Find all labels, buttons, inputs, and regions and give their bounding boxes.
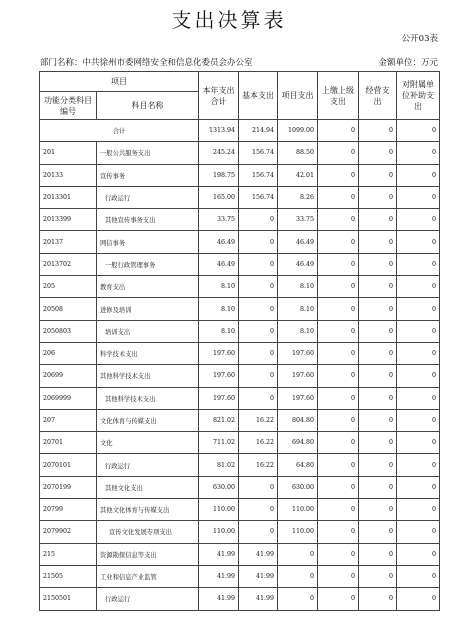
table-row [40, 164, 440, 186]
total-label: 合计 [40, 120, 199, 142]
row-value: 0 [397, 342, 440, 364]
row-value: 0 [359, 142, 397, 164]
header-col-upper: 上缴上级支出 [318, 72, 359, 120]
row-code: 2079902 [40, 521, 97, 543]
row-name: 文化体育与传媒支出 [97, 409, 199, 431]
table-row [40, 499, 440, 521]
row-value: 0 [239, 231, 278, 253]
row-value: 0 [239, 298, 278, 320]
row-value: 0 [239, 387, 278, 409]
header-col-project: 项目支出 [278, 72, 318, 120]
row-value: 0 [278, 543, 318, 565]
row-value: 0 [318, 231, 359, 253]
row-value: 0 [397, 499, 440, 521]
row-name: 其他科学技术支出 [97, 387, 199, 409]
row-value: 8.26 [278, 186, 318, 208]
row-value: 0 [318, 365, 359, 387]
row-code: 2070101 [40, 454, 97, 476]
row-value: 0 [318, 565, 359, 587]
header-col-subsidy: 对附属单位补助支出 [397, 72, 440, 120]
row-value: 0 [318, 454, 359, 476]
row-name: 其他科学技术支出 [97, 365, 199, 387]
row-value: 16.22 [239, 409, 278, 431]
row-value: 0 [318, 320, 359, 342]
table-row [40, 342, 440, 364]
row-value: 46.49 [199, 253, 239, 275]
row-value: 0 [359, 499, 397, 521]
form-number: 公开03表 [401, 34, 438, 44]
table-row [40, 231, 440, 253]
row-value: 46.49 [278, 253, 318, 275]
row-value: 197.60 [278, 365, 318, 387]
table-row [40, 387, 440, 409]
row-value: 0 [359, 432, 397, 454]
row-code: 20799 [40, 499, 97, 521]
row-name: 一般公共服务支出 [97, 142, 199, 164]
row-value: 0 [359, 276, 397, 298]
row-name: 宣传事务 [97, 164, 199, 186]
row-name: 行政运行 [97, 186, 199, 208]
header-col-total: 本年支出合计 [199, 72, 239, 120]
row-value: 0 [318, 521, 359, 543]
row-code: 21505 [40, 565, 97, 587]
row-value: 0 [397, 588, 440, 610]
row-value: 0 [278, 565, 318, 587]
row-value: 0 [318, 342, 359, 364]
table-row [40, 409, 440, 431]
row-value: 0 [397, 409, 440, 431]
row-value: 694.80 [278, 432, 318, 454]
row-value: 41.99 [239, 588, 278, 610]
row-value: 0 [359, 186, 397, 208]
row-value: 16.22 [239, 454, 278, 476]
row-value: 8.10 [199, 320, 239, 342]
table-row [40, 209, 440, 231]
table-row [40, 588, 440, 610]
row-value: 1099.00 [278, 120, 318, 142]
row-value: 197.60 [278, 342, 318, 364]
row-name: 资源勘探信息等支出 [97, 543, 199, 565]
row-value: 0 [359, 365, 397, 387]
row-value: 821.02 [199, 409, 239, 431]
table-row [40, 253, 440, 275]
row-code: 2050803 [40, 320, 97, 342]
row-value: 8.10 [199, 298, 239, 320]
row-value: 110.00 [278, 521, 318, 543]
row-value: 41.99 [199, 565, 239, 587]
table-row [40, 565, 440, 587]
row-value: 0 [359, 231, 397, 253]
row-value: 0 [318, 276, 359, 298]
row-value: 0 [397, 142, 440, 164]
row-value: 0 [397, 543, 440, 565]
table-row [40, 320, 440, 342]
row-value: 0 [397, 253, 440, 275]
row-value: 88.50 [278, 142, 318, 164]
row-value: 0 [397, 231, 440, 253]
row-code: 2013301 [40, 186, 97, 208]
row-value: 0 [278, 588, 318, 610]
row-value: 198.75 [199, 164, 239, 186]
row-value: 0 [397, 476, 440, 498]
row-value: 0 [318, 298, 359, 320]
row-value: 0 [397, 209, 440, 231]
row-value: 41.99 [199, 588, 239, 610]
row-value: 81.02 [199, 454, 239, 476]
row-code: 205 [40, 276, 97, 298]
row-value: 0 [239, 320, 278, 342]
table-row [40, 186, 440, 208]
row-name: 一般行政管理事务 [97, 253, 199, 275]
row-value: 214.94 [239, 120, 278, 142]
row-value: 16.22 [239, 432, 278, 454]
row-name: 进修及培训 [97, 298, 199, 320]
row-value: 0 [397, 521, 440, 543]
row-value: 0 [359, 298, 397, 320]
row-value: 0 [359, 543, 397, 565]
row-value: 46.49 [199, 231, 239, 253]
row-value: 8.10 [278, 320, 318, 342]
row-value: 711.02 [199, 432, 239, 454]
row-value: 0 [318, 476, 359, 498]
row-value: 0 [359, 342, 397, 364]
row-value: 1313.94 [199, 120, 239, 142]
row-value: 41.99 [199, 543, 239, 565]
row-value: 197.60 [199, 365, 239, 387]
row-code: 206 [40, 342, 97, 364]
header-col-basic: 基本支出 [239, 72, 278, 120]
row-name: 行政运行 [97, 588, 199, 610]
row-value: 0 [239, 365, 278, 387]
row-code: 2150501 [40, 588, 97, 610]
row-value: 0 [359, 253, 397, 275]
row-value: 0 [397, 276, 440, 298]
row-value: 165.00 [199, 186, 239, 208]
row-value: 110.00 [199, 499, 239, 521]
row-value: 64.80 [278, 454, 318, 476]
row-code: 201 [40, 142, 97, 164]
row-value: 0 [359, 476, 397, 498]
row-code: 20137 [40, 231, 97, 253]
table-row [40, 454, 440, 476]
header-col-business: 经营支出 [359, 72, 397, 120]
table-row [40, 365, 440, 387]
row-code: 2013702 [40, 253, 97, 275]
row-value: 0 [397, 164, 440, 186]
row-value: 0 [318, 588, 359, 610]
row-value: 0 [239, 276, 278, 298]
row-value: 0 [397, 298, 440, 320]
row-name: 网信事务 [97, 231, 199, 253]
row-value: 33.75 [278, 209, 318, 231]
row-value: 110.00 [199, 521, 239, 543]
expenditure-table [39, 71, 440, 611]
row-value: 630.00 [199, 476, 239, 498]
row-value: 0 [239, 253, 278, 275]
row-name: 行政运行 [97, 454, 199, 476]
row-value: 0 [359, 454, 397, 476]
row-value: 156.74 [239, 164, 278, 186]
row-value: 156.74 [239, 186, 278, 208]
header-code: 功能分类科目编号 [40, 92, 97, 120]
row-value: 0 [359, 120, 397, 142]
row-value: 0 [318, 409, 359, 431]
row-value: 0 [359, 409, 397, 431]
header-item: 项目 [40, 72, 199, 92]
row-value: 0 [318, 142, 359, 164]
row-value: 156.74 [239, 142, 278, 164]
row-value: 0 [318, 253, 359, 275]
row-value: 197.60 [199, 387, 239, 409]
row-value: 0 [239, 499, 278, 521]
row-name: 其他文化体育与传媒支出 [97, 499, 199, 521]
row-code: 2070199 [40, 476, 97, 498]
row-name: 培训支出 [97, 320, 199, 342]
row-value: 0 [397, 454, 440, 476]
row-value: 0 [397, 432, 440, 454]
row-code: 20699 [40, 365, 97, 387]
row-code: 207 [40, 409, 97, 431]
row-value: 0 [359, 565, 397, 587]
row-value: 804.80 [278, 409, 318, 431]
row-code: 215 [40, 543, 97, 565]
row-value: 33.75 [199, 209, 239, 231]
row-value: 0 [318, 543, 359, 565]
table-row [40, 120, 440, 142]
row-value: 42.01 [278, 164, 318, 186]
row-name: 其他宣传事务支出 [97, 209, 199, 231]
row-value: 0 [397, 320, 440, 342]
row-value: 8.10 [278, 298, 318, 320]
row-value: 0 [397, 120, 440, 142]
row-value: 630.00 [278, 476, 318, 498]
row-value: 0 [318, 164, 359, 186]
row-value: 110.00 [278, 499, 318, 521]
row-value: 245.24 [199, 142, 239, 164]
row-value: 0 [359, 209, 397, 231]
row-value: 0 [359, 588, 397, 610]
row-value: 0 [359, 320, 397, 342]
row-value: 0 [318, 499, 359, 521]
row-name: 工业和信息产业监管 [97, 565, 199, 587]
row-value: 0 [239, 342, 278, 364]
table-row [40, 521, 440, 543]
row-value: 0 [397, 565, 440, 587]
header-name: 科目名称 [97, 92, 199, 120]
row-value: 0 [397, 365, 440, 387]
department-label: 部门名称：中共徐州市委网络安全和信息化委员会办公室 [40, 58, 253, 68]
row-value: 0 [397, 186, 440, 208]
row-code: 2013399 [40, 209, 97, 231]
row-value: 0 [318, 120, 359, 142]
row-value: 197.60 [278, 387, 318, 409]
row-value: 0 [318, 209, 359, 231]
table-row [40, 432, 440, 454]
row-value: 0 [318, 387, 359, 409]
row-value: 41.99 [239, 543, 278, 565]
row-value: 0 [239, 476, 278, 498]
row-code: 2069999 [40, 387, 97, 409]
row-value: 46.49 [278, 231, 318, 253]
row-value: 0 [397, 387, 440, 409]
row-code: 20508 [40, 298, 97, 320]
table-row [40, 276, 440, 298]
row-name: 教育支出 [97, 276, 199, 298]
page-title: 支出决算表 [171, 8, 287, 32]
row-value: 0 [359, 521, 397, 543]
table-row [40, 298, 440, 320]
row-value: 8.10 [199, 276, 239, 298]
table-row [40, 543, 440, 565]
row-name: 科学技术支出 [97, 342, 199, 364]
table-row [40, 476, 440, 498]
row-value: 0 [239, 209, 278, 231]
row-value: 0 [359, 164, 397, 186]
row-value: 0 [318, 186, 359, 208]
row-value: 197.60 [199, 342, 239, 364]
table-row [40, 142, 440, 164]
row-code: 20133 [40, 164, 97, 186]
row-code: 20701 [40, 432, 97, 454]
row-name: 宣传文化发展专项支出 [97, 521, 199, 543]
row-value: 0 [318, 432, 359, 454]
row-value: 8.10 [278, 276, 318, 298]
row-value: 0 [239, 521, 278, 543]
row-name: 其他文化支出 [97, 476, 199, 498]
unit-label: 金额单位：万元 [378, 58, 438, 68]
row-value: 0 [359, 387, 397, 409]
row-value: 41.99 [239, 565, 278, 587]
row-name: 文化 [97, 432, 199, 454]
